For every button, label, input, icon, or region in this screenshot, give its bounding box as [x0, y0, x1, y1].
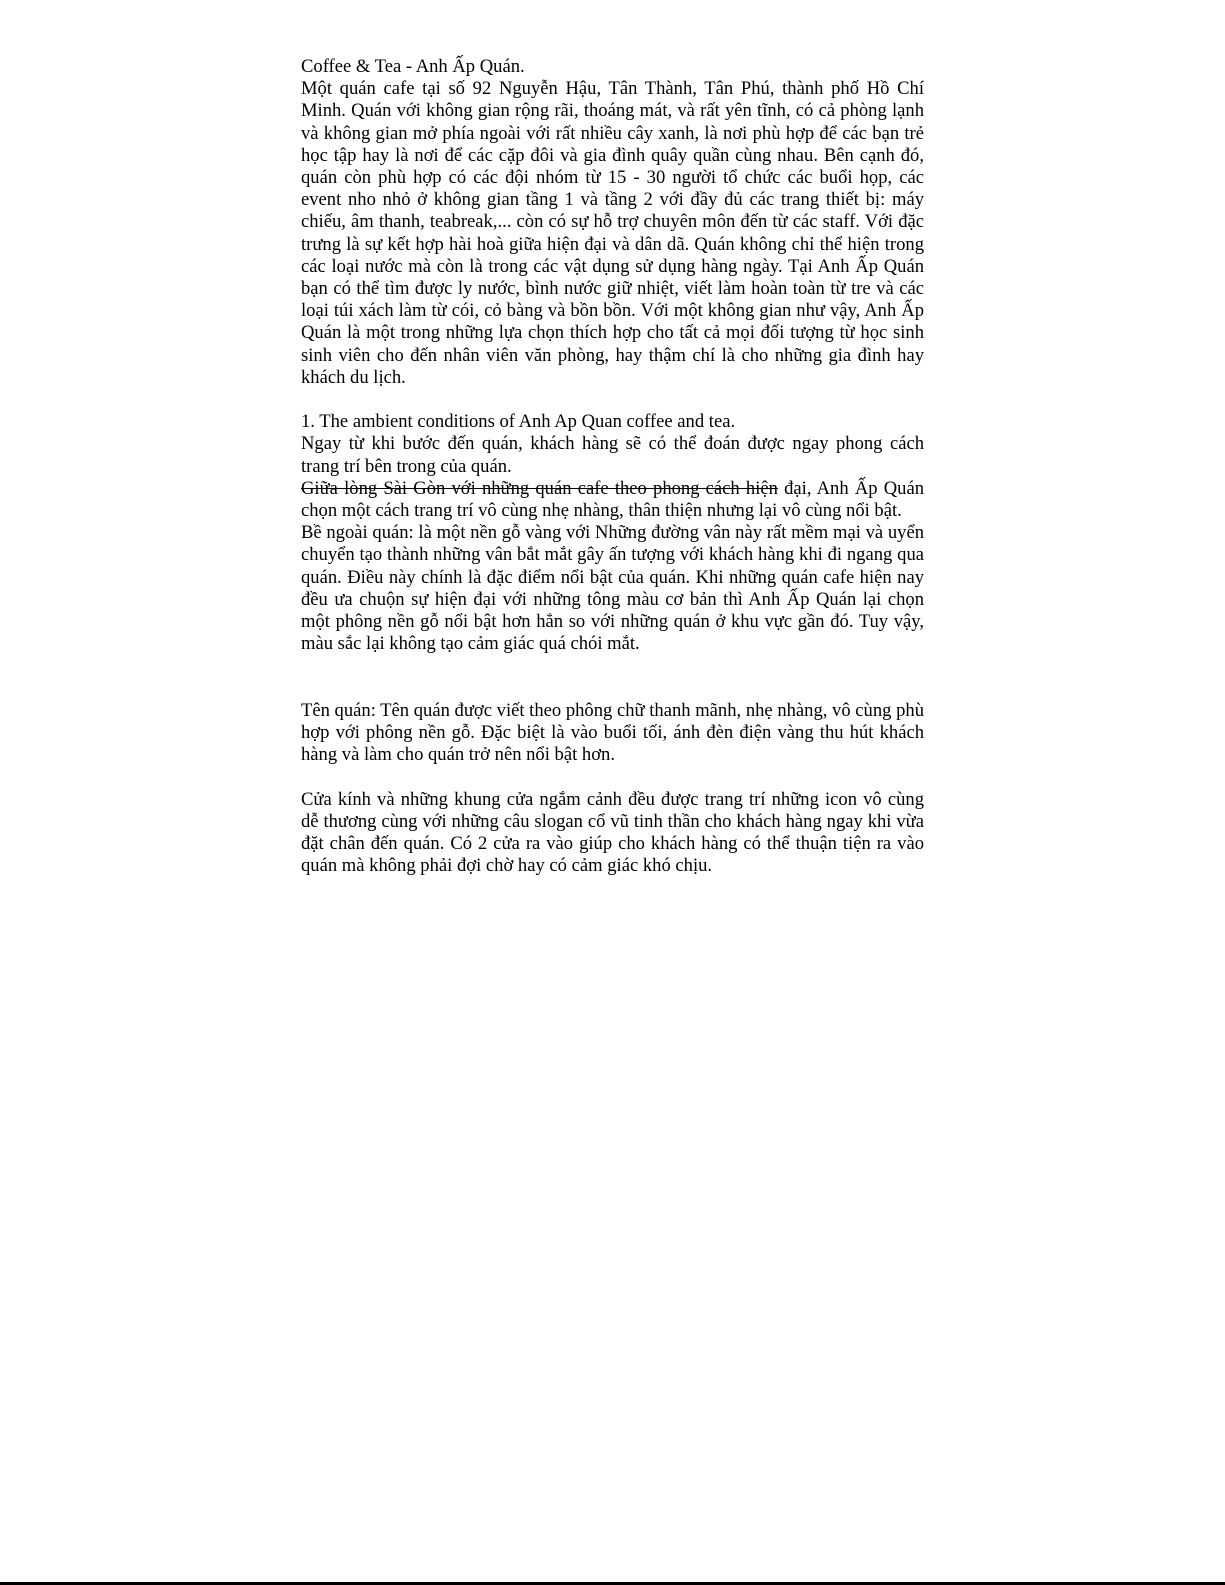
section-heading: 1. The ambient conditions of Anh Ap Quan coffee and tea.: [301, 411, 736, 433]
intro-paragraph: Một quán cafe tại số 92 Nguyễn Hậu, Tân Thành, Tân Phú, thành phố Hồ Chí Minh. Quán với không gian rộng rãi, thoáng mát, và rất yên tĩnh, có cả phòng lạnh và không gian mở phía ngoài với rất nhiều cây xanh, là nơi phù hợp để các bạn trẻ học tập hay là nơi để các cặp đôi và gia đình quây quần cùng nhau. Bên cạnh đó, quán còn phù hợp có các đội nhóm từ 15 - 30 người tổ chức các buổi họp, các event nho nhỏ ở không gian tầng 1 và tầng 2 với đầy đủ các trang thiết bị: máy chiếu, âm thanh, teabreak,... còn có sự hỗ trợ chuyên môn đến từ các staff. Với đặc trưng là sự kết hợp hài hoà giữa hiện đại và dân dã. Quán không chỉ thể hiện trong các loại nước mà còn là trong các vật dụng sử dụng hàng ngày. Tại Anh Ấp Quán bạn có thể tìm được ly nước, bình nước giữ nhiệt, viết làm hoàn toàn từ tre và các loại túi xách làm từ cói, cỏ bàng và bồn bồn. Với một không gian như vậy, Anh Ấp Quán là một trong những lựa chọn thích hợp cho tất cả mọi đối tượng từ học sinh sinh viên cho đến nhân viên văn phòng, hay thậm chí là cho những gia đình hay khách du lịch.: [301, 78, 924, 388]
document-title: Coffee & Tea - Anh Ấp Quán.: [301, 56, 525, 77]
shop-name-paragraph: Tên quán: Tên quán được viết theo phông chữ thanh mãnh, nhẹ nhàng, vô cùng phù hợp với phông nền gỗ. Đặc biệt là vào buổi tối, ánh đèn điện vàng thu hút khách hàng và làm cho quán trở nên nổi bật hơn.: [301, 699, 924, 766]
section-intro-paragraph: Ngay từ khi bước đến quán, khách hàng sẽ có thể đoán được ngay phong cách trang trí bên trong của quán.: [301, 433, 924, 477]
paragraph-gap: [301, 766, 924, 788]
saigon-paragraph: [301, 478, 924, 522]
doors-paragraph: Cửa kính và những khung cửa ngắm cảnh đều được trang trí những icon vô cùng dễ thương cùng với những câu slogan cổ vũ tinh thần cho khách hàng ngay khi vừa đặt chân đến quán. Có 2 cửa ra vào giúp cho khách hàng có thể thuận tiện ra vào quán mà không phải đợi chờ hay có cảm giác khó chịu.: [301, 788, 924, 877]
paragraph-gap: [301, 655, 924, 699]
exterior-paragraph: Bề ngoài quán: là một nền gỗ vàng với Những đường vân này rất mềm mại và uyển chuyển tạo thành những vân bắt mắt gây ấn tượng với khách hàng khi đi ngang qua quán. Điều này chính là đặc điểm nổi bật của quán. Khi những quán cafe hiện nay đều ưa chuộn sự hiện đại với những tông màu cơ bản thì Anh Ấp Quán lại chọn một phông nền gỗ nổi bật hơn hẳn so với những quán ở khu vực gần đó. Tuy vậy, màu sắc lại không tạo cảm giác quá chói mắt.: [301, 522, 924, 655]
saigon-paragraph-rest: đại, Anh Ấp Quán chọn một cách trang trí vô cùng nhẹ nhàng, thân thiện nhưng lại vô cùng nổi bật.: [301, 477, 925, 522]
struck-text: Giữa lòng Sài Gòn với những quán cafe theo phong cách hiện: [301, 477, 778, 499]
paragraph-gap: [301, 389, 924, 411]
document-body: [301, 56, 924, 877]
